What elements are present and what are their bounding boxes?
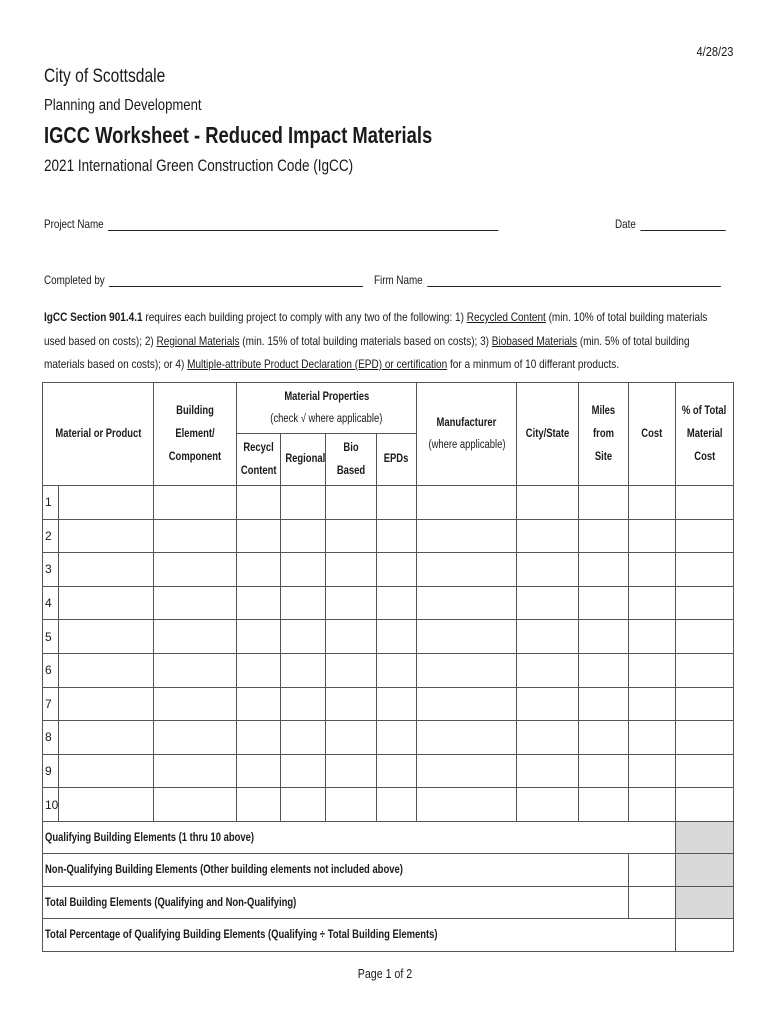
manufacturer-cell[interactable] <box>417 687 517 721</box>
regional-check-cell[interactable] <box>281 754 326 788</box>
miles-cell[interactable] <box>579 486 629 520</box>
header-recycled-content: Recycl Content <box>237 434 281 486</box>
city-state-cell[interactable] <box>517 586 579 620</box>
material-cell[interactable] <box>59 687 154 721</box>
non-qualifying-row <box>43 854 734 887</box>
city-state-cell[interactable] <box>517 486 579 520</box>
recycled-check-cell[interactable] <box>237 586 281 620</box>
recycled-check-cell[interactable] <box>237 553 281 587</box>
element-cell[interactable] <box>154 553 237 587</box>
table-row <box>43 653 734 687</box>
epd-check-cell[interactable] <box>377 788 417 822</box>
table-row <box>43 788 734 822</box>
requirement-text: requires each building project to comply with any two of the following: 1) <box>142 310 467 324</box>
cost-cell[interactable] <box>629 754 676 788</box>
date-field[interactable] <box>615 217 725 231</box>
cost-cell[interactable] <box>629 687 676 721</box>
manufacturer-cell[interactable] <box>417 553 517 587</box>
table-row <box>43 519 734 553</box>
percent-cell[interactable] <box>676 788 734 822</box>
row-number: 6 <box>43 653 59 687</box>
header-material-properties: Material Properties (check √ where applicable) <box>237 383 417 434</box>
material-cell[interactable] <box>59 788 154 822</box>
recycled-check-cell[interactable] <box>237 687 281 721</box>
date-label: Date <box>615 217 636 231</box>
cost-cell[interactable] <box>629 653 676 687</box>
material-cell[interactable] <box>59 754 154 788</box>
element-cell[interactable] <box>154 519 237 553</box>
qualifying-label: Qualifying Building Elements (1 thru 10 above) <box>43 821 676 854</box>
city-state-cell[interactable] <box>517 519 579 553</box>
header-epds: EPDs <box>377 434 417 486</box>
manufacturer-cell[interactable] <box>417 519 517 553</box>
total-row <box>43 886 734 919</box>
date-line[interactable] <box>640 230 725 231</box>
miles-cell[interactable] <box>579 653 629 687</box>
non-qualifying-percent-cell <box>676 854 734 887</box>
table-row <box>43 687 734 721</box>
cost-cell[interactable] <box>629 486 676 520</box>
completed-by-label: Completed by <box>44 273 105 287</box>
regional-check-cell[interactable] <box>281 721 326 755</box>
header-miles-from-site: Miles from Site <box>579 383 629 486</box>
manufacturer-cell[interactable] <box>417 788 517 822</box>
city-state-cell[interactable] <box>517 687 579 721</box>
requirement-text: (min. 5% of total building materials based on costs); or 4) <box>44 333 690 371</box>
table-row <box>43 486 734 520</box>
material-cell[interactable] <box>59 721 154 755</box>
row-number: 2 <box>43 519 59 553</box>
row-number: 1 <box>43 486 59 520</box>
regional-check-cell[interactable] <box>281 620 326 654</box>
regional-check-cell[interactable] <box>281 653 326 687</box>
manufacturer-cell[interactable] <box>417 653 517 687</box>
element-cell[interactable] <box>154 788 237 822</box>
city-state-cell[interactable] <box>517 788 579 822</box>
miles-cell[interactable] <box>579 721 629 755</box>
percent-cell[interactable] <box>676 486 734 520</box>
manufacturer-cell[interactable] <box>417 586 517 620</box>
non-qualifying-label: Non-Qualifying Building Elements (Other building elements not included above) <box>43 854 629 887</box>
city-state-cell[interactable] <box>517 620 579 654</box>
material-cell[interactable] <box>59 653 154 687</box>
percent-cell[interactable] <box>676 519 734 553</box>
project-name-label: Project Name <box>44 217 104 231</box>
recycled-check-cell[interactable] <box>237 721 281 755</box>
table-row <box>43 721 734 755</box>
code-name: 2021 International Green Construction Code (IgCC) <box>44 157 354 175</box>
miles-cell[interactable] <box>579 519 629 553</box>
element-cell[interactable] <box>154 721 237 755</box>
requirement-paragraph <box>44 306 729 377</box>
document-date: 4/28/23 <box>696 44 733 59</box>
city-state-cell[interactable] <box>517 754 579 788</box>
percent-cell[interactable] <box>676 653 734 687</box>
element-cell[interactable] <box>154 620 237 654</box>
percent-cell[interactable] <box>676 586 734 620</box>
epd-check-cell[interactable] <box>377 687 417 721</box>
page-number: Page 1 of 2 <box>357 967 413 981</box>
requirement-text: (min. 10% of total building materials used based on costs); 2) <box>44 310 708 348</box>
miles-cell[interactable] <box>579 553 629 587</box>
manufacturer-cell[interactable] <box>417 620 517 654</box>
recycled-check-cell[interactable] <box>237 486 281 520</box>
cost-cell[interactable] <box>629 721 676 755</box>
epd-check-cell[interactable] <box>377 519 417 553</box>
header-building-element: Building Element/ Component <box>154 383 237 486</box>
regional-check-cell[interactable] <box>281 687 326 721</box>
firm-name-line[interactable] <box>427 286 721 287</box>
cost-cell[interactable] <box>629 519 676 553</box>
recycled-check-cell[interactable] <box>237 788 281 822</box>
manufacturer-cell[interactable] <box>417 486 517 520</box>
recycled-check-cell[interactable] <box>237 754 281 788</box>
city-state-cell[interactable] <box>517 721 579 755</box>
biobased-materials-term: Biobased Materials <box>491 333 578 348</box>
completed-by-field[interactable] <box>44 273 363 287</box>
total-percent-cell <box>676 886 734 919</box>
header-manufacturer: Manufacturer (where applicable) <box>417 383 517 486</box>
material-cell[interactable] <box>59 553 154 587</box>
material-cell[interactable] <box>59 620 154 654</box>
regional-check-cell[interactable] <box>281 788 326 822</box>
epd-check-cell[interactable] <box>377 721 417 755</box>
total-cost-cell[interactable] <box>629 886 676 919</box>
percent-cell[interactable] <box>676 721 734 755</box>
biobased-check-cell[interactable] <box>326 620 377 654</box>
miles-cell[interactable] <box>579 754 629 788</box>
recycled-check-cell[interactable] <box>237 519 281 553</box>
element-cell[interactable] <box>154 754 237 788</box>
total-label: Total Building Elements (Qualifying and Non-Qualifying) <box>43 886 629 919</box>
material-cell[interactable] <box>59 519 154 553</box>
epd-check-cell[interactable] <box>377 653 417 687</box>
biobased-check-cell[interactable] <box>326 788 377 822</box>
row-number: 8 <box>43 721 59 755</box>
epd-term: Multiple-attribute Product Declaration (EPD) or certification <box>187 357 448 371</box>
header-material-product: Material or Product <box>43 383 154 486</box>
miles-cell[interactable] <box>579 620 629 654</box>
miles-cell[interactable] <box>579 788 629 822</box>
epd-check-cell[interactable] <box>377 620 417 654</box>
header-bio-based: Bio Based <box>326 434 377 486</box>
row-number: 5 <box>43 620 59 654</box>
row-number: 3 <box>43 553 59 587</box>
department-name: Planning and Development <box>44 97 202 114</box>
table-row <box>43 553 734 587</box>
regional-check-cell[interactable] <box>281 586 326 620</box>
percent-cell[interactable] <box>676 687 734 721</box>
recycled-check-cell[interactable] <box>237 653 281 687</box>
firm-name-field[interactable] <box>374 273 721 287</box>
epd-check-cell[interactable] <box>377 553 417 587</box>
row-number: 10 <box>43 788 59 822</box>
table-row <box>43 754 734 788</box>
biobased-check-cell[interactable] <box>326 687 377 721</box>
element-cell[interactable] <box>154 653 237 687</box>
epd-check-cell[interactable] <box>377 754 417 788</box>
miles-cell[interactable] <box>579 586 629 620</box>
percentage-value-cell[interactable] <box>676 919 734 952</box>
percent-cell[interactable] <box>676 754 734 788</box>
biobased-check-cell[interactable] <box>326 721 377 755</box>
epd-check-cell[interactable] <box>377 486 417 520</box>
cost-cell[interactable] <box>629 553 676 587</box>
non-qualifying-cost-cell[interactable] <box>629 854 676 887</box>
biobased-check-cell[interactable] <box>326 653 377 687</box>
city-name: City of Scottsdale <box>44 66 166 87</box>
city-state-cell[interactable] <box>517 653 579 687</box>
material-cell[interactable] <box>59 586 154 620</box>
material-cell[interactable] <box>59 486 154 520</box>
qualifying-percent-cell <box>676 821 734 854</box>
qualifying-row <box>43 821 734 854</box>
cost-cell[interactable] <box>629 586 676 620</box>
page-title: IGCC Worksheet - Reduced Impact Materials <box>44 122 433 148</box>
biobased-check-cell[interactable] <box>326 754 377 788</box>
manufacturer-cell[interactable] <box>417 721 517 755</box>
row-number: 7 <box>43 687 59 721</box>
requirement-text: (min. 15% of total building materials based on costs); 3) <box>239 333 492 348</box>
completed-by-line[interactable] <box>109 286 363 287</box>
miles-cell[interactable] <box>579 687 629 721</box>
biobased-check-cell[interactable] <box>326 553 377 587</box>
materials-table <box>42 382 734 952</box>
table-row <box>43 620 734 654</box>
header-city-state: City/State <box>517 383 579 486</box>
cost-cell[interactable] <box>629 788 676 822</box>
project-name-line[interactable] <box>108 230 498 231</box>
header-cost: Cost <box>629 383 676 486</box>
regional-check-cell[interactable] <box>281 553 326 587</box>
row-number: 4 <box>43 586 59 620</box>
regional-materials-term: Regional Materials <box>156 333 240 348</box>
recycled-check-cell[interactable] <box>237 620 281 654</box>
percent-cell[interactable] <box>676 553 734 587</box>
recycled-content-term: Recycled Content <box>466 310 546 324</box>
biobased-check-cell[interactable] <box>326 519 377 553</box>
biobased-check-cell[interactable] <box>326 486 377 520</box>
header-regional: Regional <box>281 434 326 486</box>
cost-cell[interactable] <box>629 620 676 654</box>
percent-cell[interactable] <box>676 620 734 654</box>
header-percent-total: % of Total Material Cost <box>676 383 734 486</box>
biobased-check-cell[interactable] <box>326 586 377 620</box>
city-state-cell[interactable] <box>517 553 579 587</box>
element-cell[interactable] <box>154 486 237 520</box>
section-reference: IgCC Section 901.4.1 <box>44 310 143 324</box>
row-number: 9 <box>43 754 59 788</box>
project-name-field[interactable] <box>44 217 498 231</box>
percentage-label: Total Percentage of Qualifying Building Elements (Qualifying ÷ Total Building Elements) <box>43 919 676 952</box>
manufacturer-cell[interactable] <box>417 754 517 788</box>
epd-check-cell[interactable] <box>377 586 417 620</box>
element-cell[interactable] <box>154 586 237 620</box>
element-cell[interactable] <box>154 687 237 721</box>
requirement-text: for a minmum of 10 differant products. <box>447 357 620 371</box>
regional-check-cell[interactable] <box>281 519 326 553</box>
firm-name-label: Firm Name <box>374 273 423 287</box>
table-row <box>43 586 734 620</box>
percentage-row <box>43 919 734 952</box>
regional-check-cell[interactable] <box>281 486 326 520</box>
